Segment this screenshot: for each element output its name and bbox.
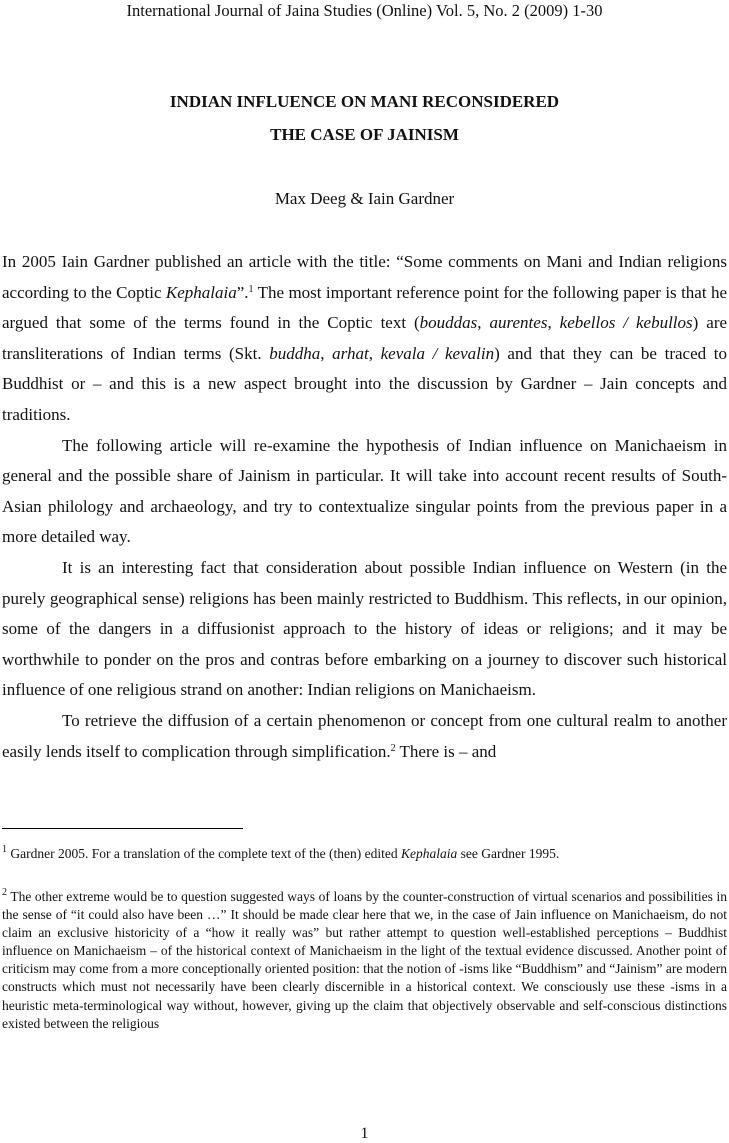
article-subtitle: THE CASE OF JAINISM	[270, 125, 459, 144]
running-header: International Journal of Jaina Studies (Online) Vol. 5, No. 2 (2009) 1-30	[126, 1, 603, 20]
text-run: The other extreme would be to question suggested ways of loans by the counter-construction of virtual scenarios and possibilities in the sense of “it could also have been …” It should be made clear here that we, in the case of Jain influence on Manichaeism, do not claim an exclusive historicity of a “how it really was” but rather attempt to question well-established perceptions – Buddhist influence on Manichaeism – of the historical context of Manichaeism in the light of the textual evidence discussed. Another point of criticism may come from a more conceptionally oriented position: that the notion of -isms like “Buddhism” and “Jainism” are modern constructs which must not necessarily have been clearly discernible in a historical context. We consciously use these -isms in a heuristic meta-terminological way without, however, giving up the claim that objectively observable and self-conscious distinctions existed between the religious	[2, 889, 727, 1031]
text-run: To retrieve the diffusion of a certain phenomenon or concept from one cultural realm to another easily lends itself to complication through simplification.	[2, 710, 727, 761]
footnote-ref-2[interactable]: 2	[390, 742, 396, 754]
italic-term: Kephalaia	[401, 846, 458, 861]
italic-term: Kephalaia	[165, 282, 237, 302]
text-run: There is – and	[395, 741, 497, 761]
footnote-2	[2, 888, 727, 1033]
paragraph-2: The following article will re-examine the hypothesis of Indian influence on Manichaeism in general and the possible share of Jainism in particular. It will take into account recent results of South-Asian philology and archaeology, and try to contextualize singular points from the previous paper in a more detailed way.	[2, 435, 727, 547]
text-run: In 2005 Iain Gardner published an article with the title: “Some comments on Mani and Indian religions according to the Coptic	[2, 252, 727, 302]
italic-term: buddha	[269, 343, 321, 363]
authors: Max Deeg & Iain Gardner	[274, 189, 455, 208]
body-text	[2, 247, 727, 767]
italic-term: arhat	[332, 343, 369, 363]
footnote-1	[2, 845, 727, 863]
footnote-mark: 1	[2, 844, 7, 855]
text-run: ,	[320, 343, 333, 363]
footnote-2-text	[2, 888, 727, 1033]
paragraph-4	[2, 706, 727, 767]
page-number: 1	[360, 1125, 369, 1142]
italic-term: kebellos / kebullos	[559, 313, 693, 333]
article-title: INDIAN INFLUENCE ON MANI RECONSIDERED	[169, 92, 560, 111]
italic-term: aurentes	[489, 313, 548, 333]
paragraph-3: It is an interesting fact that consideration about possible Indian influence on Western (in the purely geographical sense) religions has been mainly restricted to Buddhism. This reflects, in our opinion, some of the dangers in a diffusionist approach to the history of ideas or religions; and it may be worthwhile to ponder on the pros and contras before embarking on a journey to discover such historical influence of one religious strand on another: Indian religions on Manichaeism.	[2, 557, 727, 700]
text-run: ,	[368, 343, 381, 363]
text-run: see Gardner 1995.	[457, 846, 560, 861]
text-run: Gardner 2005. For a translation of the complete text of the (then) edited	[7, 846, 401, 861]
text-run: ,	[477, 313, 490, 333]
text-run: ) and that they can be traced to Buddhist or – and this is a new aspect brought into the discussion by Gardner – Jain concepts and traditions.	[2, 343, 728, 424]
text-run: ,	[547, 313, 560, 333]
footnote-separator	[2, 828, 243, 829]
text-run: The most important reference point for the following paper is that he argued that some of the terms found in the Coptic text (	[2, 282, 727, 333]
italic-term: bouddas	[419, 313, 478, 333]
text-run: ) are transliterations of Indian terms (Skt.	[2, 313, 728, 363]
footnote-ref-1[interactable]: 1	[248, 283, 254, 295]
paragraph-1	[2, 247, 727, 431]
footnote-mark: 2	[2, 887, 7, 898]
italic-term: kevala / kevalin	[380, 343, 495, 363]
text-run: ”.	[236, 282, 249, 302]
